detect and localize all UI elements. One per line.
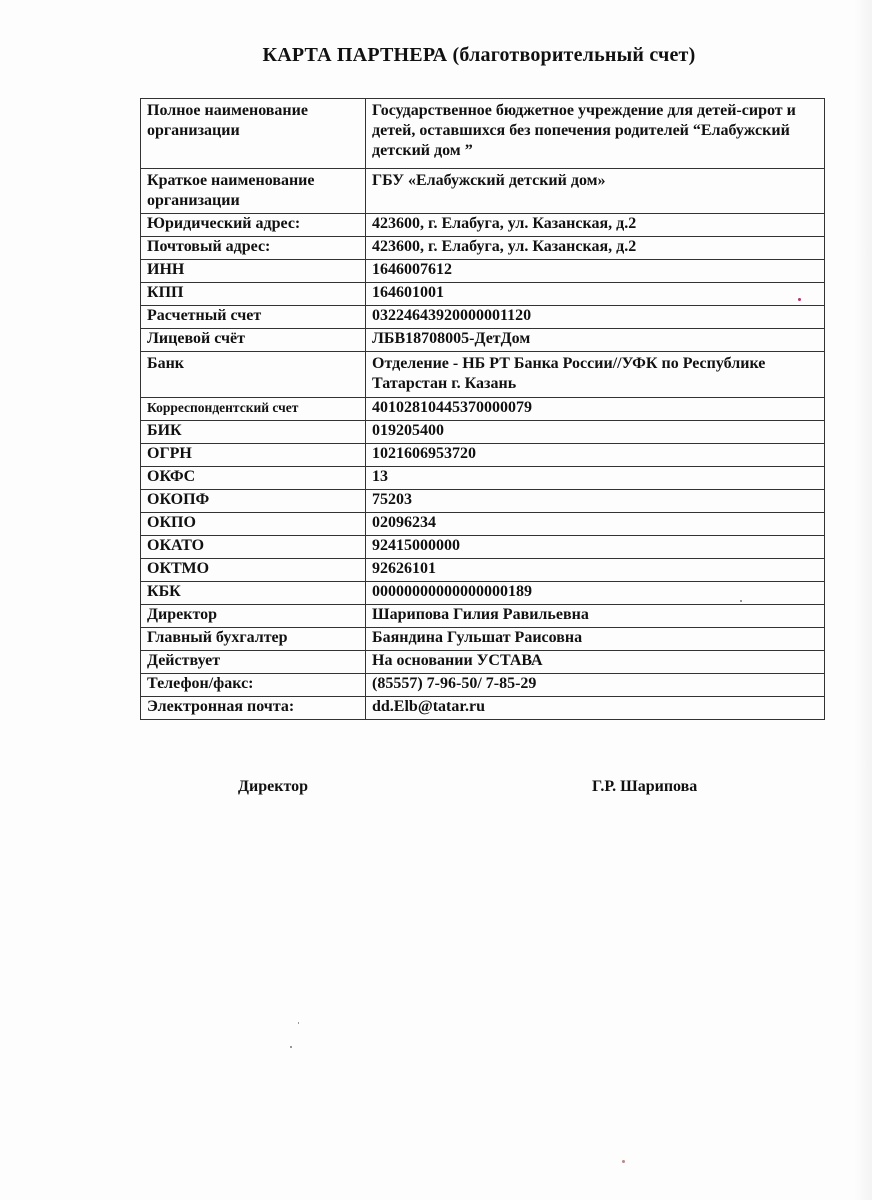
row-value-bank: Отделение - НБ РТ Банка России//УФК по Республике Татарстан г. Казань xyxy=(366,352,825,398)
row-value-settlement-account: 03224643920000001120 xyxy=(366,306,825,329)
row-value-short-name: ГБУ «Елабужский детский дом» xyxy=(366,169,825,214)
table-row xyxy=(141,536,825,559)
row-label-okopf: ОКОПФ xyxy=(141,490,366,513)
scan-speck xyxy=(740,600,742,602)
row-value-okfs: 13 xyxy=(366,467,825,490)
row-label-kbk: КБК xyxy=(141,582,366,605)
row-label-acts-on: Действует xyxy=(141,651,366,674)
table-row xyxy=(141,513,825,536)
table-row xyxy=(141,605,825,628)
row-label-phone-fax: Телефон/факс: xyxy=(141,674,366,697)
row-label-personal-account: Лицевой счёт xyxy=(141,329,366,352)
scan-speck xyxy=(798,298,801,301)
row-label-okato: ОКАТО xyxy=(141,536,366,559)
row-value-inn: 1646007612 xyxy=(366,260,825,283)
document-title: КАРТА ПАРТНЕРА (благотворительный счет) xyxy=(262,44,696,66)
row-label-bank: Банк xyxy=(141,352,366,398)
signature-name: Г.Р. Шарипова xyxy=(592,778,698,795)
row-label-director: Директор xyxy=(141,605,366,628)
table-row xyxy=(141,283,825,306)
partner-card-table xyxy=(140,98,825,720)
row-value-legal-address: 423600, г. Елабуга, ул. Казанская, д.2 xyxy=(366,214,825,237)
row-label-full-name: Полное наименование организации xyxy=(141,99,366,169)
scan-shadow xyxy=(854,0,872,1200)
table-row xyxy=(141,697,825,720)
table-row xyxy=(141,329,825,352)
table-row xyxy=(141,237,825,260)
row-label-okpo: ОКПО xyxy=(141,513,366,536)
row-value-oktmo: 92626101 xyxy=(366,559,825,582)
table-row xyxy=(141,582,825,605)
row-label-correspondent-account: Корреспондентский счет xyxy=(141,398,366,421)
row-label-email: Электронная почта: xyxy=(141,697,366,720)
table-row xyxy=(141,444,825,467)
row-value-kbk: 00000000000000000189 xyxy=(366,582,825,605)
table-row xyxy=(141,214,825,237)
row-value-chief-accountant: Баяндина Гульшат Раисовна xyxy=(366,628,825,651)
row-label-okfs: ОКФС xyxy=(141,467,366,490)
table-row xyxy=(141,651,825,674)
row-value-ogrn: 1021606953720 xyxy=(366,444,825,467)
row-value-okpo: 02096234 xyxy=(366,513,825,536)
row-label-settlement-account: Расчетный счет xyxy=(141,306,366,329)
row-value-correspondent-account: 40102810445370000079 xyxy=(366,398,825,421)
row-label-inn: ИНН xyxy=(141,260,366,283)
scan-speck xyxy=(298,1022,299,1024)
table-row xyxy=(141,99,825,169)
scan-speck xyxy=(622,1160,625,1163)
table-row xyxy=(141,352,825,398)
signature-position: Директор xyxy=(238,778,308,795)
row-label-short-name: Краткое наименование организации xyxy=(141,169,366,214)
row-value-personal-account: ЛБВ18708005-ДетДом xyxy=(366,329,825,352)
table-row xyxy=(141,674,825,697)
row-value-kpp: 164601001 xyxy=(366,283,825,306)
table-row xyxy=(141,398,825,421)
table-row xyxy=(141,559,825,582)
table-row xyxy=(141,421,825,444)
row-value-okato: 92415000000 xyxy=(366,536,825,559)
table-row xyxy=(141,490,825,513)
table-row xyxy=(141,467,825,490)
row-value-okopf: 75203 xyxy=(366,490,825,513)
scan-speck xyxy=(290,1046,292,1048)
row-value-bik: 019205400 xyxy=(366,421,825,444)
row-label-bik: БИК xyxy=(141,421,366,444)
row-value-acts-on: На основании УСТАВА xyxy=(366,651,825,674)
row-label-kpp: КПП xyxy=(141,283,366,306)
table-row xyxy=(141,260,825,283)
row-value-full-name: Государственное бюджетное учреждение для детей-сирот и детей, оставшихся без попечения родителей “Елабужский детский дом ” xyxy=(366,99,825,169)
row-value-director: Шарипова Гилия Равильевна xyxy=(366,605,825,628)
row-label-legal-address: Юридический адрес: xyxy=(141,214,366,237)
row-value-postal-address: 423600, г. Елабуга, ул. Казанская, д.2 xyxy=(366,237,825,260)
row-label-oktmo: ОКТМО xyxy=(141,559,366,582)
row-label-chief-accountant: Главный бухгалтер xyxy=(141,628,366,651)
row-value-email: dd.Elb@tatar.ru xyxy=(366,697,825,720)
table-row xyxy=(141,628,825,651)
table-row xyxy=(141,306,825,329)
row-value-phone-fax: (85557) 7-96-50/ 7-85-29 xyxy=(366,674,825,697)
row-label-ogrn: ОГРН xyxy=(141,444,366,467)
row-label-postal-address: Почтовый адрес: xyxy=(141,237,366,260)
table-row xyxy=(141,169,825,214)
